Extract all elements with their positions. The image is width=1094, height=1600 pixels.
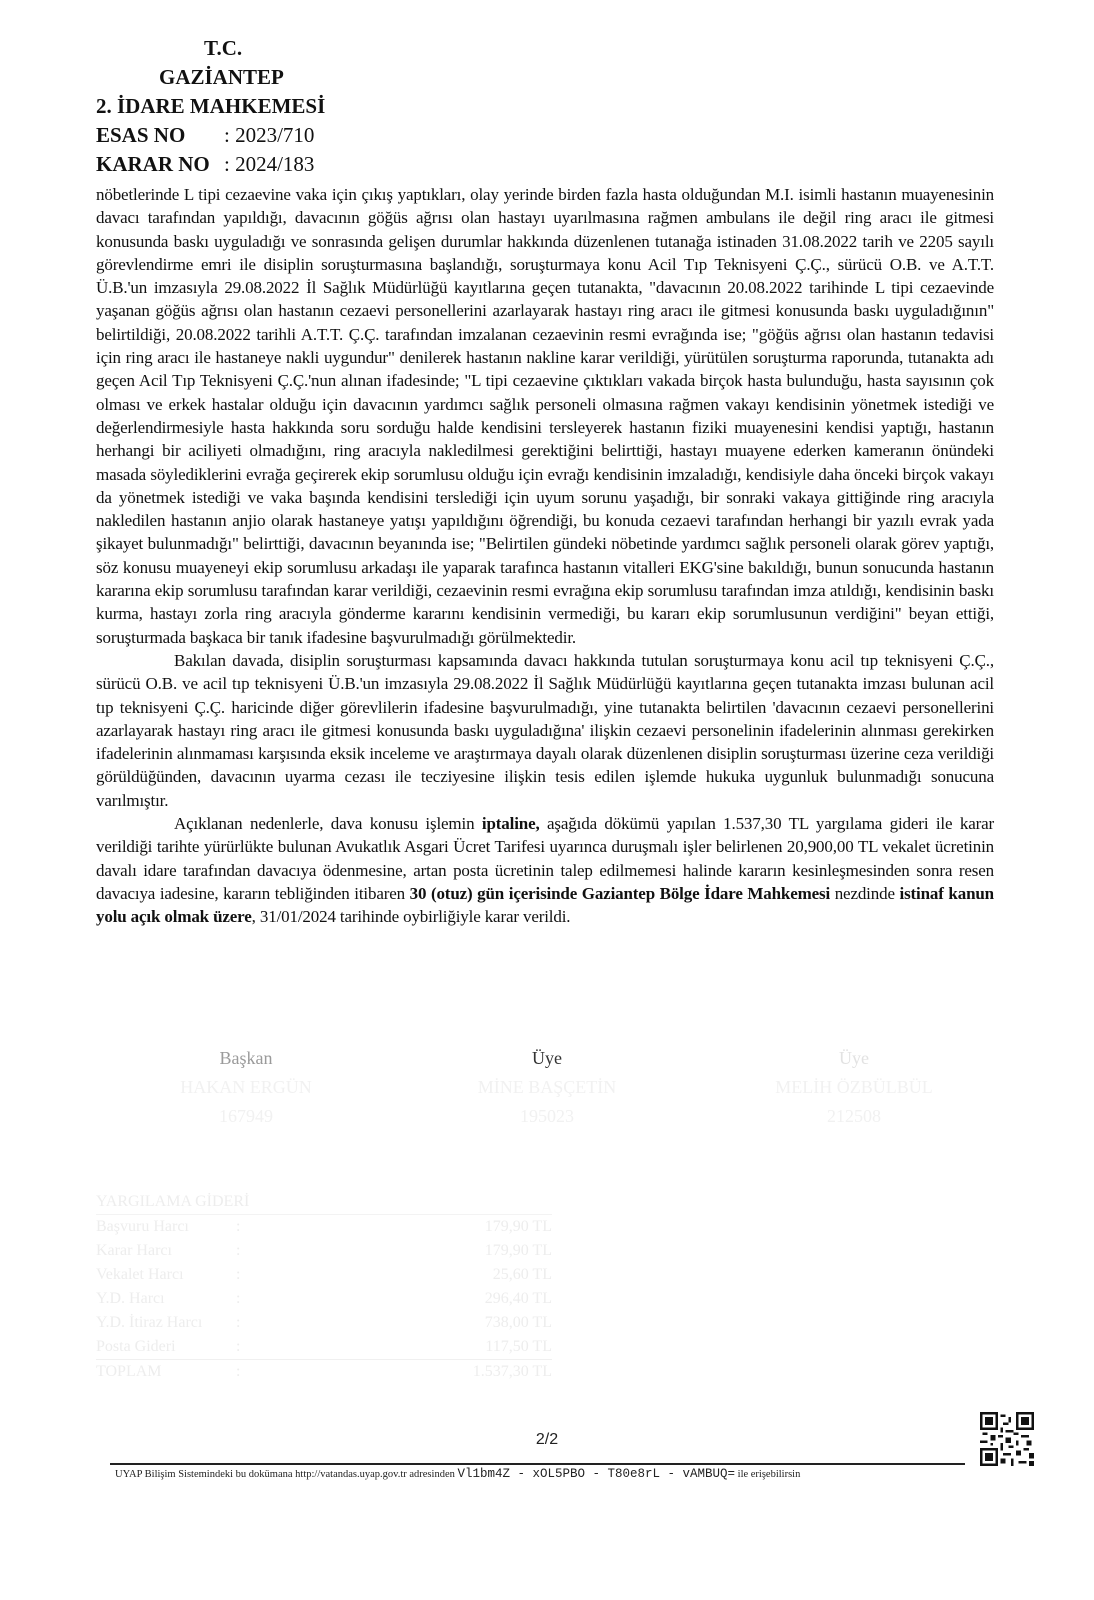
paragraph-3 [96, 812, 994, 928]
signature-block [96, 1044, 396, 1131]
court-header [96, 34, 325, 179]
text: , 31/01/2024 tarihinde oybirliğiyle karar verildi. [251, 907, 571, 927]
bold-text: iptaline, [481, 814, 540, 834]
cost-row [96, 1263, 552, 1287]
cost-value: 117,50 TL [485, 1338, 552, 1355]
esas-value: : 2023/710 [224, 123, 315, 147]
cost-row [96, 1287, 552, 1311]
cost-label: Karar Harcı [96, 1242, 172, 1259]
cost-label: Başvuru Harcı [96, 1218, 189, 1235]
cost-sep: : [236, 1242, 241, 1259]
header-court: 2. İDARE MAHKEMESİ [96, 94, 326, 118]
footer-suffix: ile erişebilirsin [737, 1469, 801, 1480]
text: aşağıda dökümü yapılan 1.537,30 TL yargılama gideri ile karar verildiği tarihte yürürlükte bulunan Avukatlık Asgari Ücret Tarifesi uyarınca duruşmalı işler belirlenen 20,900,00 TL vekalet ücretinin davalı idare tarafından davacıya ödenmesine, artan posta ücretinin talep edilmemesi halinde kararın kesinleşmesinden sonra resen davacıya iadesine, kararın tebliğinden itibaren [96, 814, 995, 903]
footer-prefix: UYAP Bilişim Sistemindeki bu dokümana http://vatandas.uyap.gov.tr adresinden [115, 1469, 455, 1480]
signature-id: 212508 [827, 1106, 881, 1126]
signature-block [397, 1044, 697, 1131]
signature-title: Üye [532, 1048, 562, 1068]
signature-id: 195023 [520, 1106, 574, 1126]
cost-sep: : [236, 1266, 241, 1283]
cost-table [96, 1190, 552, 1384]
cost-sep: : [236, 1314, 241, 1331]
cost-table-title: YARGILAMA GİDERİ [96, 1190, 552, 1215]
cost-row [96, 1311, 552, 1335]
cost-label: Posta Gideri [96, 1338, 176, 1355]
cost-total-value: 1.537,30 TL [472, 1363, 552, 1380]
cost-row [96, 1215, 552, 1239]
signature-name: MİNE BAŞÇETİN [477, 1077, 617, 1097]
cost-sep: : [236, 1338, 241, 1355]
signature-title: Başkan [219, 1048, 273, 1068]
cost-label: Y.D. İtiraz Harcı [96, 1314, 203, 1331]
signature-name: HAKAN ERGÜN [180, 1077, 312, 1097]
uyap-footer [115, 1467, 975, 1481]
decision-body [96, 183, 994, 929]
karar-no [96, 150, 325, 179]
esas-label: ESAS NO [96, 123, 186, 147]
bold-text: 30 (otuz) gün içerisinde Gaziantep Bölge İdare Mahkemesi [409, 883, 831, 903]
esas-no [96, 121, 325, 150]
qr-code-icon [980, 1412, 1034, 1466]
cost-total-row [96, 1359, 552, 1384]
cost-row [96, 1335, 552, 1359]
karar-label: KARAR NO [96, 152, 210, 176]
text: Açıklanan nedenlerle, dava konusu işlemin [174, 814, 482, 834]
page-number: 2/2 [535, 1431, 559, 1448]
cost-sep: : [236, 1218, 241, 1235]
header-city: GAZİANTEP [159, 65, 284, 89]
text: nezdinde [830, 883, 900, 903]
signature-name: MELİH ÖZBÜLBÜL [775, 1077, 933, 1097]
verification-code: Vl1bm4Z - xOL5PBO - T80e8rL - vAMBUQ= [457, 1467, 736, 1481]
signature-title: Üye [839, 1048, 869, 1068]
signature-block [704, 1044, 1004, 1131]
cost-sep: : [236, 1363, 241, 1380]
cost-value: 738,00 TL [484, 1314, 552, 1331]
header-tc: T.C. [204, 36, 243, 60]
cost-value: 179,90 TL [484, 1218, 552, 1235]
cost-label: Y.D. Harcı [96, 1290, 165, 1307]
cost-value: 296,40 TL [484, 1290, 552, 1307]
cost-value: 179,90 TL [484, 1242, 552, 1259]
cost-row [96, 1239, 552, 1263]
cost-sep: : [236, 1290, 241, 1307]
footer-divider [110, 1463, 965, 1465]
cost-value: 25,60 TL [492, 1266, 552, 1283]
paragraph-2: Bakılan davada, disiplin soruşturması kapsamında davacı hakkında tutulan soruşturmaya konu acil tıp teknisyeni Ç.Ç., sürücü O.B. ve acil tıp teknisyeni Ü.B.'un imzasıyla 29.08.2022 İl Sağlık Müdürlüğü kayıtlarına geçen tutanakta imzası bulunan acil tıp teknisyeni Ç.Ç. haricinde diğer görevlilerin ifadesine başvurulmadığı, yine tutanakta belirtilen 'davacının cezaevi personellerini azarlayarak hastayı ring aracı ile gitmesi konusunda baskı uyguladığına' ilişkin cezaevi personelinin ifadelerinin alınması gerekirken ifadelerinin alınmaması karşısında eksik inceleme ve araştırmaya dayalı olarak düzenlenen disiplin soruşturması üzerine ceza verildiği görüldüğünden, davacının uyarma cezası ile tecziyesine ilişkin tesis edilen işlemde hukuka uygunluk bulunmadığı sonucuna varılmıştır. [96, 650, 994, 810]
signature-id: 167949 [219, 1106, 273, 1126]
paragraph-1: nöbetlerinde L tipi cezaevine vaka için çıkış yaptıkları, olay yerinde birden fazla hasta olduğundan M.I. isimli hastanın muayenesinin davacı tarafından yapıldığı, davacının göğüs ağrısı olan hastayı uyarılmasına rağmen ambulans ile değil ring aracı ile gitmesi konusunda baskı uyguladığı ve sonrasında gelişen durumlar hakkında düzenlenen tutanağa istinaden 31.08.2022 tarih ve 2205 sayılı görevlendirme emri ile disiplin soruşturmasına başlandığı, soruşturmaya konu Acil Tıp Teknisyeni Ç.Ç., sürücü O.B. ve A.T.T. Ü.B.'un imzasıyla 29.08.2022 İl Sağlık Müdürlüğü kayıtlarına geçen tutanakta, "davacının 20.08.2022 tarihinde L tipi cezaevinde yaşanan göğüs ağrısı olan hastanın cezaevi personellerini azarlayarak hastayı ring aracı ile gitmesi konusunda baskı uyguladığının" belirtildiği, 20.08.2022 tarihli A.T.T. Ç.Ç. tarafından imzalanan cezaevinin resmi evrağında ise; "göğüs ağrısı olan hastanın tedavisi için ring aracı ile hastaneye nakli uygundur" denilerek hastanın nakline karar verildiği, yürütülen soruşturma raporunda, tutanakta adı geçen Acil Tıp Teknisyeni Ç.Ç.'nun alınan ifadesinde; "L tipi cezaevine çıktıkları vakada birçok hasta bulunduğu, hasta sayısının çok olması ve erkek hastalar olduğu için davacının yardımcı sağlık personeli olmasına rağmen vakayı kendisinin yönetmek istediği ve değerlendirmesiyle hasta hakkında soru sorduğu halde kendisini tersleyerek hastanın fiziki muayenesini kendisi yaptığı, hastanın herhangi bir aciliyeti olmadığını, ring aracıyla nakledilmesi gerektiğini belirttiği, hastayı muayene ederken kameranın önündeki masada söylediklerini evrağa geçirerek ekip sorumlusu olduğu için evrağı kendisinin imzaladığı, kendisiyle daha önceki birçok vakayı da yönetmek istediği ve vaka başında kendisini terslediği için uyum sorunu yaşadığı, bir sonraki vakaya gittiğinde ring aracıyla nakledilen hastanın anjio olarak hastaneye yatışı yapıldığını öğrendiği, bu konuda cezaevi tarafından herhangi bir yazılı evrak yada şikayet bulunmadığı" belirttiği, davacının beyanında ise; "Belirtilen gündeki nöbetinde yardımcı sağlık personeli olarak görev yaptığı, söz konusu muayeneyi ekip sorumlusu arkadaşı ile yaparak tarafınca hastanın vitalleri EKG'sine bakıldığı, bunun sonucunda hastanın kararına ekip sorumlusu tarafından karar verildiği, cezaevinin resmi evrağına ekip sorumlusu tarafından imza atıldığı, kendisinin baskı kurma, hastayı zorla ring aracıyla gönderme kararını kendisinin vermediği, bu kararı ekip sorumlusunun verdiğini" beyan ettiği, soruşturmada başkaca bir tanık ifadesine başvurulmadığı görülmektedir. [96, 185, 994, 647]
cost-total-label: TOPLAM [96, 1363, 162, 1380]
karar-value: : 2024/183 [224, 152, 315, 176]
bold-text: istinaf kanun yolu açık olmak üzere [96, 883, 994, 927]
cost-label: Vekalet Harcı [96, 1266, 184, 1283]
